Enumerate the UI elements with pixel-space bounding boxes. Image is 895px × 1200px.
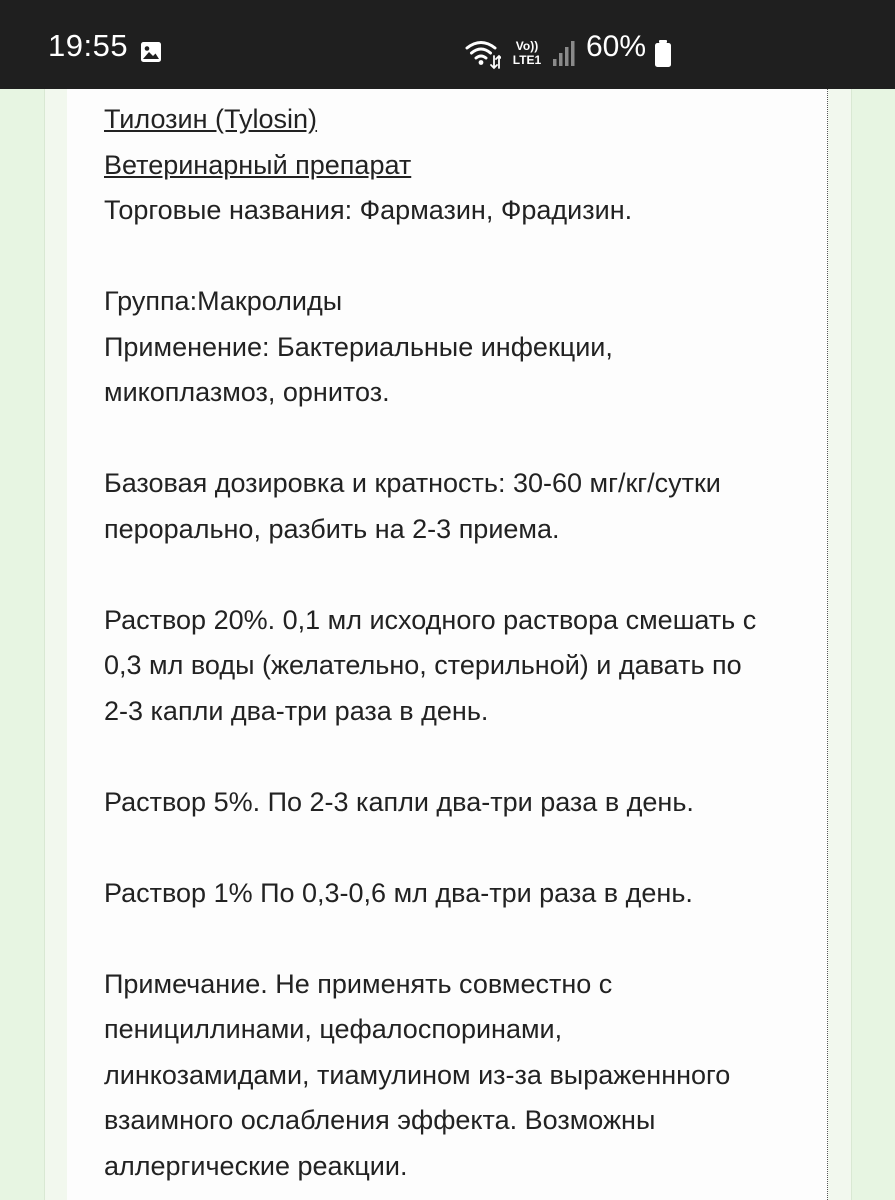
article-title-link[interactable]: Тилозин (Tylosin) <box>104 104 318 134</box>
spacer <box>104 416 809 462</box>
note-line: линкозамидами, тиамулином из-за выраженнного <box>104 1059 731 1090</box>
usage-line: микоплазмоз, орнитоз. <box>104 377 390 407</box>
note-line: взаимного ослабления эффекта. Возможны <box>104 1105 656 1135</box>
wifi-icon <box>465 38 501 70</box>
solution-20-line: 0,3 мл воды (желательно, стерильной) и давать по <box>104 650 742 680</box>
dosage-line: Базовая дозировка и кратность: 30-60 мг/кг/сутки <box>104 468 721 498</box>
volte-label: Vo)) <box>515 39 539 53</box>
solution-20-line: Раствор 20%. 0,1 мл исходного раствора смешать с <box>104 604 757 635</box>
spacer <box>104 734 809 780</box>
drug-group: Группа:Макролиды <box>104 286 343 316</box>
note-line: Примечание. Не применять совместно с <box>104 968 613 999</box>
note-line: пенициллинами, цефалоспоринами, <box>104 1014 563 1044</box>
battery-icon <box>654 40 672 68</box>
article-content <box>104 97 809 1189</box>
spacer <box>104 825 809 871</box>
status-bar <box>0 0 895 89</box>
signal-icon <box>552 39 576 67</box>
solution-5-line: Раствор 5%. По 2-3 капли два-три раза в день. <box>104 786 694 817</box>
volte-icon <box>508 38 546 70</box>
spacer <box>104 916 809 962</box>
spacer <box>104 234 809 280</box>
gallery-icon <box>140 41 162 63</box>
battery-percent: 60% <box>586 30 647 63</box>
solution-1-line: Раствор 1% По 0,3-0,6 мл два-три раза в день. <box>104 877 693 908</box>
lte-label: LTE1 <box>512 53 542 67</box>
note-line: аллергические реакции. <box>104 1150 408 1181</box>
category-link[interactable]: Ветеринарный препарат <box>104 149 412 180</box>
status-time: 19:55 <box>48 28 129 63</box>
trade-names: Торговые названия: Фармазин, Фрадизин. <box>104 195 633 225</box>
spacer <box>104 552 809 598</box>
dosage-line: перорально, разбить на 2-3 приема. <box>104 513 560 544</box>
usage-line: Применение: Бактериальные инфекции, <box>104 331 613 362</box>
solution-20-line: 2-3 капли два-три раза в день. <box>104 695 489 726</box>
